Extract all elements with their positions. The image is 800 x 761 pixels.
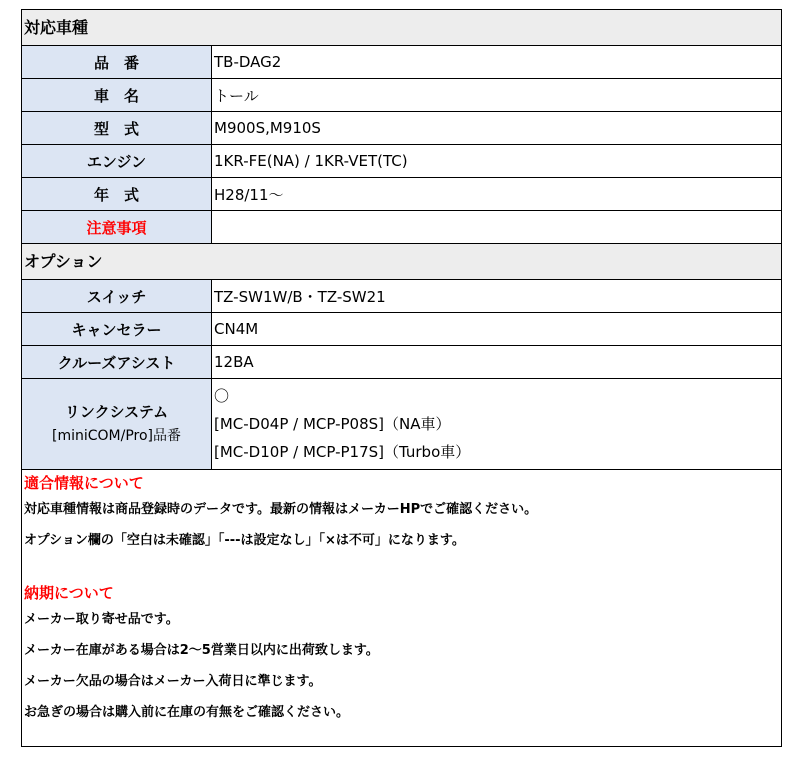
spec-sheet (21, 9, 782, 747)
label-cruise-assist: クルーズアシスト (22, 346, 212, 378)
value-switch: TZ-SW1W/B・TZ-SW21 (214, 287, 386, 306)
label-link-system (22, 379, 212, 469)
value-part-number: TB-DAG2 (214, 53, 282, 71)
value-cruise-assist: 12BA (214, 353, 254, 371)
row-year (22, 178, 781, 211)
label-engine: エンジン (22, 145, 212, 177)
link-system-na-part: [MC-D04P / MCP-P08S]（NA車） (214, 415, 451, 433)
link-system-turbo-part: [MC-D10P / MCP-P17S]（Turbo車） (214, 443, 471, 461)
notes-spacer (24, 556, 779, 582)
label-car-name: 車 名 (22, 79, 212, 111)
delivery-heading: 納期について (24, 584, 114, 602)
row-switch (22, 280, 781, 313)
label-model-code: 型 式 (22, 112, 212, 144)
value-notice (212, 211, 781, 243)
row-engine (22, 145, 781, 178)
label-switch: スイッチ (22, 280, 212, 312)
link-system-subtitle: [miniCOM/Pro]品番 (51, 428, 181, 444)
label-canceller: キャンセラー (22, 313, 212, 345)
label-year: 年 式 (22, 178, 212, 210)
row-link-system (22, 379, 781, 470)
notes-section (22, 470, 781, 728)
label-part-number: 品 番 (22, 46, 212, 78)
value-car-name: トール (214, 86, 259, 105)
delivery-line: お急ぎの場合は購入前に在庫の有無をご確認ください。 (24, 705, 350, 720)
delivery-line: メーカー取り寄せ品です。 (24, 612, 179, 627)
row-car-name (22, 79, 781, 112)
value-engine: 1KR-FE(NA) / 1KR-VET(TC) (214, 152, 408, 170)
row-canceller (22, 313, 781, 346)
value-canceller: CN4M (214, 320, 259, 338)
delivery-line: メーカー欠品の場合はメーカー入荷日に準じます。 (24, 674, 322, 689)
value-year: H28/11〜 (214, 185, 284, 204)
row-part-number (22, 46, 781, 79)
delivery-line: メーカー在庫がある場合は2〜5営業日以内に出荷致します。 (24, 643, 379, 658)
value-model-code: M900S,M910S (214, 119, 321, 137)
fit-info-heading: 適合情報について (24, 474, 144, 492)
link-system-availability: 〇 (214, 387, 230, 405)
label-notice: 注意事項 (22, 211, 212, 243)
value-link-system (212, 379, 781, 469)
link-system-title: リンクシステム (64, 403, 169, 421)
fit-info-line: オプション欄の「空白は未確認」「---は設定なし」「×は不可」になります。 (24, 533, 465, 548)
row-model-code (22, 112, 781, 145)
section-header-fit: 対応車種 (22, 10, 781, 46)
row-cruise-assist (22, 346, 781, 379)
row-notice (22, 211, 781, 244)
section-header-option: オプション (22, 244, 781, 280)
fit-info-line: 対応車種情報は商品登録時のデータです。最新の情報はメーカーHPでご確認ください。 (24, 502, 538, 517)
